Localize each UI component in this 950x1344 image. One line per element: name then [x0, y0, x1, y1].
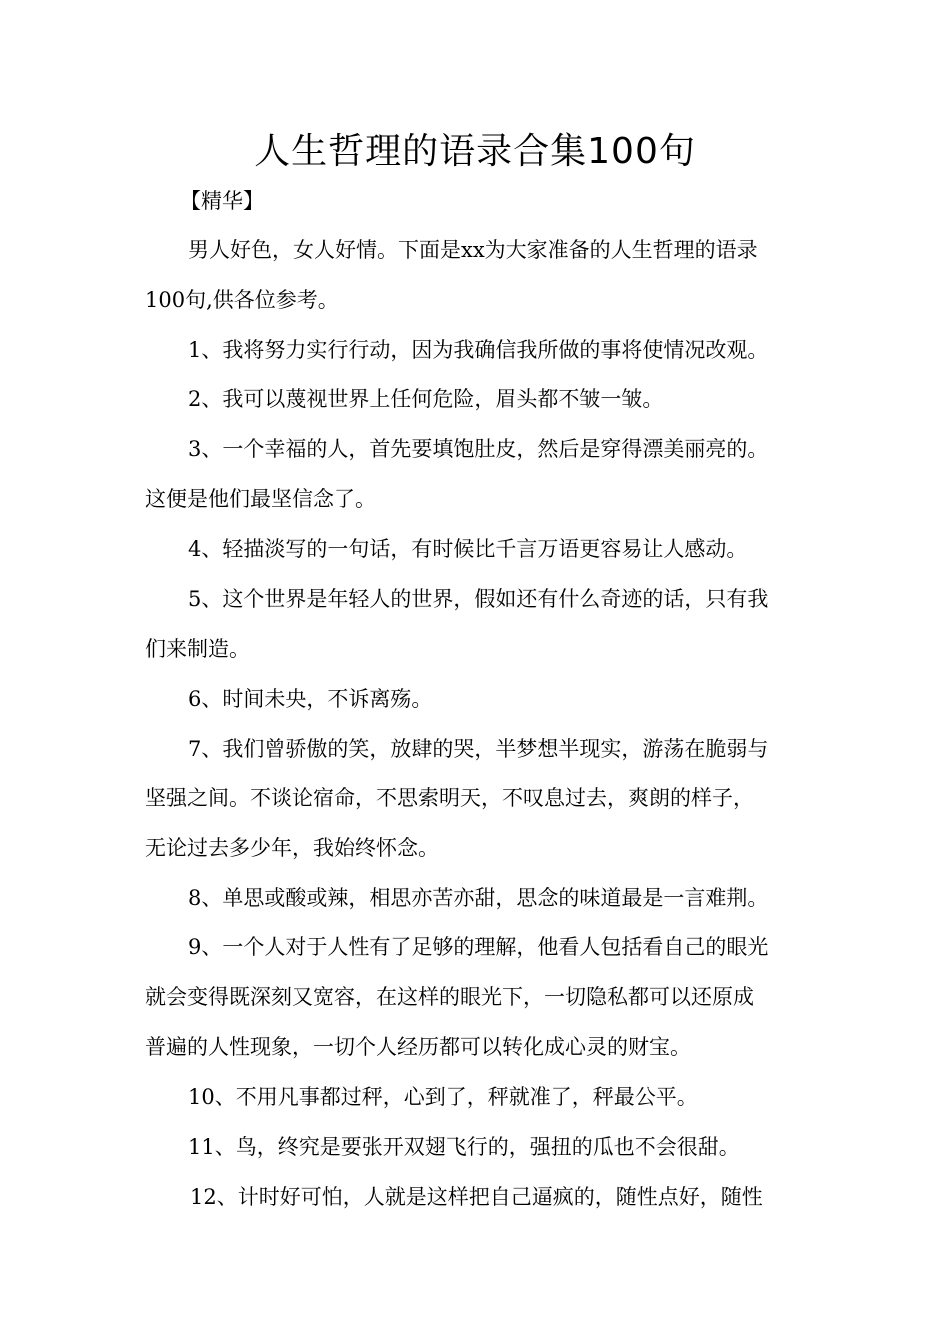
paragraph-line: 们来制造。 [145, 637, 250, 661]
document-tag: 【精华】 [180, 189, 264, 213]
paragraph-line: 无论过去多少年，我始终怀念。 [145, 836, 439, 860]
paragraph-line: 坚强之间。不谈论宿命，不思索明天，不叹息过去，爽朗的样子， [145, 786, 754, 810]
paragraph-line: 10、不用凡事都过秤，心到了，秤就准了，秤最公平。 [188, 1085, 698, 1109]
document-title: 人生哲理的语录合集100句 [254, 131, 696, 172]
paragraph-line: 9、一个人对于人性有了足够的理解，他看人包括看自己的眼光 [188, 935, 769, 959]
paragraph-line: 2、我可以蔑视世界上任何危险，眉头都不皱一皱。 [188, 387, 664, 411]
paragraph-line: 100句,供各位参考。 [145, 288, 339, 312]
paragraph-line: 男人好色，女人好情。下面是xx为大家准备的人生哲理的语录 [188, 238, 758, 262]
paragraph-line: 11、鸟，终究是要张开双翅飞行的，强扭的瓜也不会很甜。 [188, 1135, 740, 1159]
paragraph-line: 这便是他们最坚信念了。 [145, 487, 376, 511]
paragraph-line: 8、单思或酸或辣，相思亦苦亦甜，思念的味道最是一言难荆。 [188, 886, 769, 910]
paragraph-line: 1、我将努力实行行动，因为我确信我所做的事将使情况改观。 [188, 338, 769, 362]
paragraph-line: 12、计时好可怕，人就是这样把自己逼疯的，随性点好，随性 [190, 1185, 763, 1209]
paragraph-line: 就会变得既深刻又宽容，在这样的眼光下，一切隐私都可以还原成 [145, 985, 754, 1009]
paragraph-line: 6、时间未央，不诉离殇。 [188, 687, 433, 711]
paragraph-line: 4、轻描淡写的一句话，有时候比千言万语更容易让人感动。 [188, 537, 748, 561]
paragraph-line: 普遍的人性现象，一切个人经历都可以转化成心灵的财宝。 [145, 1035, 691, 1059]
paragraph-line: 3、一个幸福的人，首先要填饱肚皮，然后是穿得漂美丽亮的。 [188, 437, 769, 461]
paragraph-line: 7、我们曾骄傲的笑，放肆的哭，半梦想半现实，游荡在脆弱与 [188, 737, 769, 761]
paragraph-line: 5、这个世界是年轻人的世界，假如还有什么奇迹的话，只有我 [188, 587, 769, 611]
